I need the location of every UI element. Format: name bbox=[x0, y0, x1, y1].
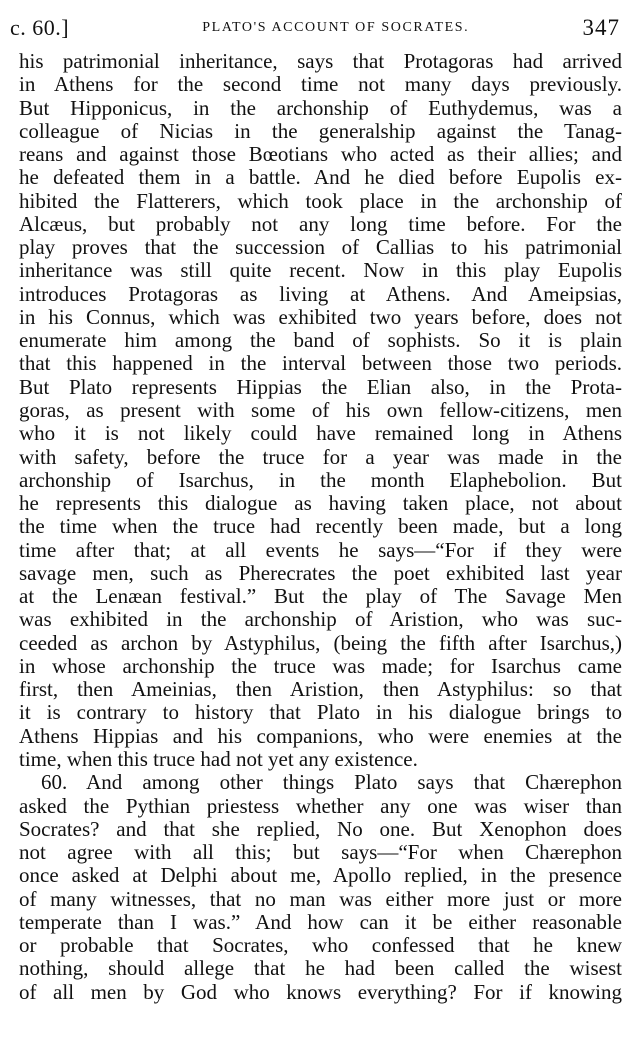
text-line: Alcæus, but probably not any long time before. For the bbox=[19, 212, 622, 236]
text-line: nothing, should allege that he had been called the wisest bbox=[19, 957, 622, 981]
text-line: asked the Pythian priestess whether any one was wiser than bbox=[19, 794, 622, 818]
running-head bbox=[10, 12, 620, 44]
text-line: in whose archonship the truce was made; for Isarchus came bbox=[19, 654, 622, 678]
text-line: it is contrary to history that Plato in his dialogue brings to bbox=[19, 701, 622, 725]
text-line: savage men, such as Pherecrates the poet exhibited last year bbox=[19, 561, 622, 585]
text-line: colleague of Nicias in the generalship against the Tanag- bbox=[19, 119, 622, 143]
text-line: hibited the Flatterers, which took place in the archonship of bbox=[19, 189, 622, 213]
text-line: Athens Hippias and his companions, who were enemies at the bbox=[19, 724, 622, 748]
text-line: with safety, before the truce for a year was made in the bbox=[19, 445, 622, 469]
text-line: But Plato represents Hippias the Elian also, in the Prota- bbox=[19, 375, 622, 399]
text-line: of many witnesses, that no man was either more just or more bbox=[19, 887, 622, 911]
text-line: his patrimonial inheritance, says that Protagoras had arrived bbox=[19, 50, 622, 73]
paragraph-end-line: time, when this truce had not yet any existence. bbox=[19, 747, 418, 771]
chapter-reference: c. 60.] bbox=[10, 15, 70, 40]
text-line: play proves that the succession of Callias to his patrimonial bbox=[19, 236, 622, 260]
text-line: Socrates? and that she replied, No one. But Xenophon does bbox=[19, 817, 622, 841]
text-line: was exhibited in the archonship of Aristion, who was suc- bbox=[19, 608, 622, 632]
page-number: 347 bbox=[582, 15, 620, 40]
text-line: at the Lenæan festival.” But the play of The Savage Men bbox=[19, 585, 622, 609]
text-line: But Hipponicus, in the archonship of Euthydemus, was a bbox=[19, 96, 622, 120]
section-start-line: 60. And among other things Plato says that Chærephon bbox=[41, 771, 622, 795]
text-line: reans and against those Bœotians who acted as their allies; and bbox=[19, 143, 622, 167]
running-title: PLATO'S ACCOUNT OF SOCRATES. bbox=[202, 20, 470, 35]
body-text bbox=[19, 50, 622, 1004]
text-line: first, then Ameinias, then Aristion, then Astyphilus: so that bbox=[19, 678, 622, 702]
text-line: not agree with all this; but says—“For when Chærephon bbox=[19, 841, 622, 865]
text-line: in his Connus, which was exhibited two years before, does not bbox=[19, 305, 622, 329]
text-line: of all men by God who knows everything? For if knowing bbox=[19, 980, 622, 1004]
text-line: temperate than I was.” And how can it be either reasonable bbox=[19, 910, 622, 934]
text-line: he defeated them in a battle. And he died before Eupolis ex- bbox=[19, 166, 622, 190]
text-line: in Athens for the second time not many days previously. bbox=[19, 73, 622, 97]
text-line: who it is not likely could have remained long in Athens bbox=[19, 422, 622, 446]
text-line: that this happened in the interval between those two periods. bbox=[19, 352, 622, 376]
text-line: the time when the truce had recently been made, but a long bbox=[19, 515, 622, 539]
text-line: or probable that Socrates, who confessed that he knew bbox=[19, 934, 622, 958]
text-line: ceeded as archon by Astyphilus, (being the fifth after Isarchus,) bbox=[19, 631, 622, 655]
text-line: archonship of Isarchus, in the month Elaphebolion. But bbox=[19, 468, 622, 492]
text-line: he represents this dialogue as having taken place, not about bbox=[19, 492, 622, 516]
text-line: inheritance was still quite recent. Now in this play Eupolis bbox=[19, 259, 622, 283]
text-line: introduces Protagoras as living at Athens. And Ameipsias, bbox=[19, 282, 622, 306]
text-line: goras, as present with some of his own fellow-citizens, men bbox=[19, 398, 622, 422]
text-line: enumerate him among the band of sophists. So it is plain bbox=[19, 329, 622, 353]
text-line: once asked at Delphi about me, Apollo replied, in the presence bbox=[19, 864, 622, 888]
text-line: time after that; at all events he says—“For if they were bbox=[19, 538, 622, 562]
